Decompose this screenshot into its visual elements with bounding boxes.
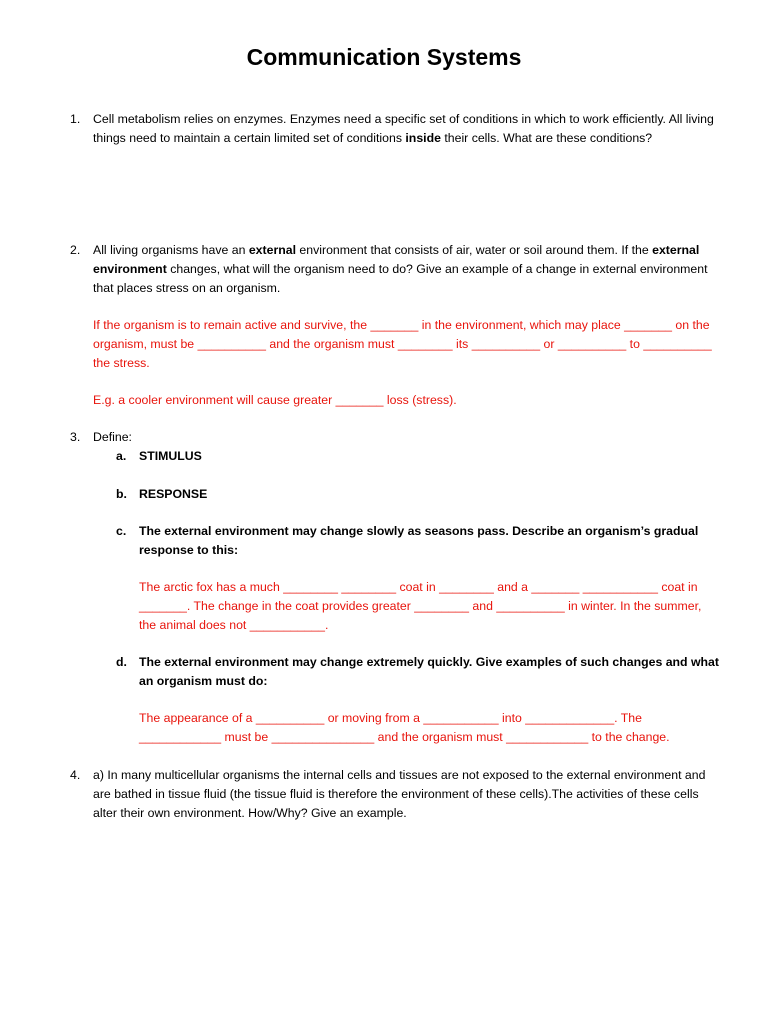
question-number: 1.: [70, 112, 81, 126]
answer-text: E.g. a cooler environment will cause greater _______ loss (stress).: [93, 393, 457, 407]
question-text-part: changes, what will the organism need to do? Give an example of a change in external environment that places stress on an organism.: [93, 262, 708, 295]
answer-text: If the organism is to remain active and survive, the _______ in the environment, which may place _______ on the organism, must be __________ and the organism must ________ its __________ or __________ to __________ the stress.: [93, 318, 712, 370]
question-text-bold: external: [248, 243, 297, 257]
question-text: a) In many multicellular organisms the internal cells and tissues are not exposed to the external environment and are bathed in tissue fluid (the tissue fluid is therefore the environment of these cells).The activities of these cells alter their own environment. How/Why? Give an example.: [93, 768, 706, 820]
sub-question-text: The external environment may change extremely quickly. Give examples of such changes and what an organism must do:: [139, 655, 719, 688]
answer-text: The appearance of a __________ or moving from a ___________ into _____________. The ____________ must be _______________ and the organism must ____________ to the change.: [139, 711, 670, 744]
sub-question-letter: b.: [116, 487, 127, 501]
answer-text: The arctic fox has a much ________ ________ coat in ________ and a _______ ___________ coat in _______. The change in the coat provides greater ________ and __________ in winter. In the summer, the animal does not ___________.: [139, 580, 702, 632]
question-text: [93, 241, 720, 298]
question-number: 4.: [70, 768, 81, 782]
sub-question-letter: a.: [116, 449, 127, 463]
question-number: 3.: [70, 430, 81, 444]
question-text-bold: external environment: [93, 243, 700, 276]
question-number: 2.: [70, 243, 81, 257]
question-text-part: their cells. What are these conditions?: [440, 131, 653, 145]
page-title: Communication Systems: [246, 44, 522, 70]
question-text: Define:: [93, 430, 132, 444]
question-text-part: Cell metabolism relies on enzymes. Enzymes need a specific set of conditions in which to work efficiently. All living things need to maintain a certain limited set of conditions: [93, 112, 714, 145]
question-text-part: All living organisms have an: [93, 243, 249, 257]
question-text-bold: inside: [405, 131, 441, 145]
question-text-part: environment that consists of air, water or soil around them. If the: [296, 243, 653, 257]
sub-question-letter: c.: [116, 524, 127, 538]
sub-question-text: STIMULUS: [139, 449, 202, 463]
question-text: [93, 110, 720, 148]
sub-question-text: RESPONSE: [139, 487, 208, 501]
sub-question-text: The external environment may change slowly as seasons pass. Describe an organism’s gradual response to this:: [139, 524, 699, 557]
sub-question-letter: d.: [116, 655, 127, 669]
